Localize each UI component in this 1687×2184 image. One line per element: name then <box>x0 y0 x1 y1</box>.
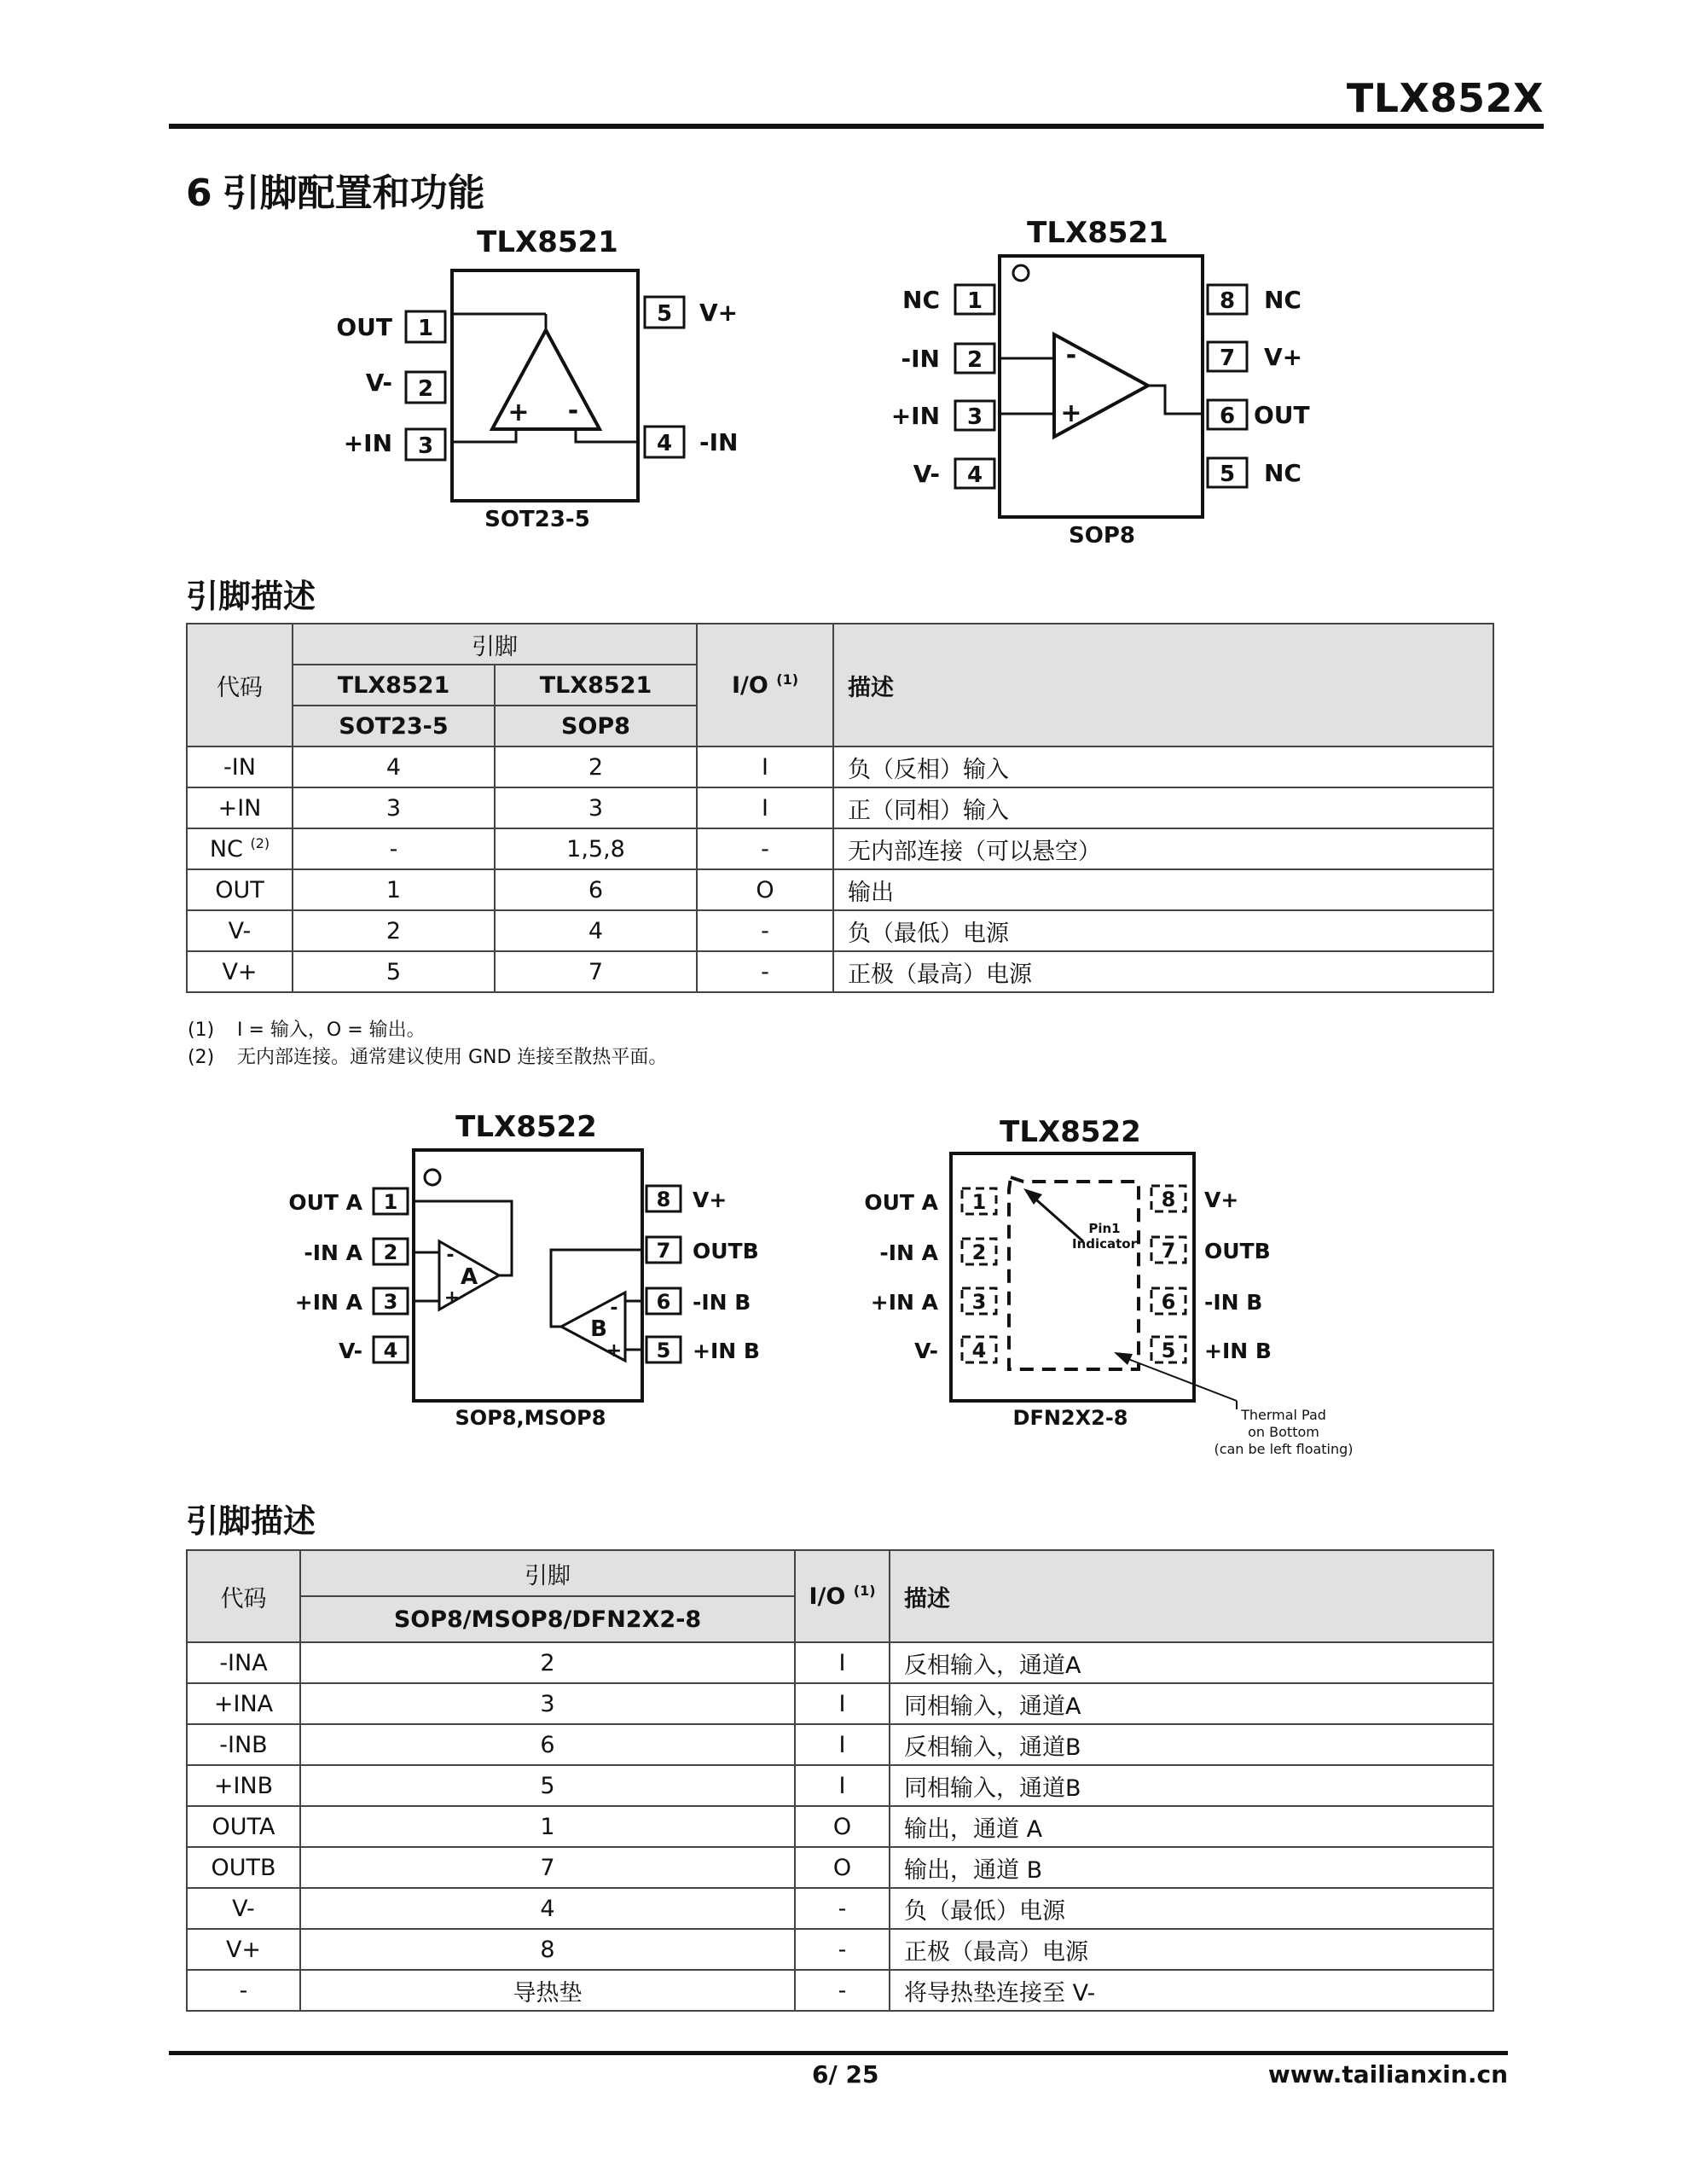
cell-description: 负（反相）输入 <box>833 746 1493 787</box>
sop-pin-number: 3 <box>966 404 983 430</box>
sop-pin-number: 6 <box>1219 404 1236 429</box>
dfn-pin-number: 8 <box>1161 1188 1176 1211</box>
cell-sot-pin: 1 <box>293 869 495 910</box>
header-package: SOP8/MSOP8/DFN2X2-8 <box>300 1596 795 1642</box>
section-number: 6 <box>186 171 212 215</box>
sop-wire <box>1148 386 1203 414</box>
page-number: 6/ 25 <box>812 2060 879 2088</box>
sop8-msop8-diagram <box>288 1110 760 1430</box>
dfn-pin-number: 3 <box>971 1290 987 1314</box>
cell-sop-pin: 2 <box>495 746 697 787</box>
sot-pin-number: 2 <box>417 376 434 402</box>
sot-wire <box>452 429 516 442</box>
cell-pin: 导热垫 <box>300 1970 795 2011</box>
cell-description: 将导热垫连接至 V- <box>890 1970 1493 2011</box>
header-io-footnote: (1) <box>853 1583 876 1599</box>
dfn-thermal-pad-line1: Thermal Pad <box>1241 1407 1326 1423</box>
table-row <box>187 828 1493 869</box>
website-link[interactable]: www.tailianxin.cn <box>1267 2060 1508 2088</box>
cell-description: 输出，通道 B <box>890 1847 1493 1888</box>
sop2-wire <box>551 1250 642 1327</box>
dfn-thermal-pad-line2: on Bottom <box>1248 1424 1319 1440</box>
sot-label-inn: -IN <box>699 428 739 456</box>
cell-code <box>187 869 293 910</box>
cell-sop-pin: 4 <box>495 910 697 951</box>
sot-pin-number: 5 <box>656 301 673 327</box>
sop2-pin1-dot <box>425 1170 440 1185</box>
dfn-pin-number: 7 <box>1161 1239 1176 1263</box>
header-pin: 引脚 <box>293 624 697 665</box>
sop2-pin-number: 2 <box>383 1240 398 1264</box>
table-row <box>187 951 1493 992</box>
sop2-amp-a-minus: - <box>446 1245 455 1266</box>
sop2-amp-a-plus: + <box>443 1287 461 1309</box>
cell-code <box>187 951 293 992</box>
cell-description: 输出，通道 A <box>890 1806 1493 1847</box>
sop-pin-number: 2 <box>966 347 983 373</box>
cell-pin: 3 <box>300 1683 795 1724</box>
sop2-pin-number: 1 <box>383 1190 398 1214</box>
dfn-label-inb-p: +IN B <box>1204 1339 1272 1363</box>
sot-label-vplus: V+ <box>699 299 739 327</box>
sop2-pin-number: 4 <box>383 1339 398 1362</box>
dfn-label-ina-p: +IN A <box>870 1290 938 1315</box>
cell-description: 负（最低）电源 <box>890 1888 1493 1929</box>
cell-description: 正极（最高）电源 <box>833 951 1493 992</box>
footer-divider <box>169 2051 1508 2055</box>
sop2-pin-number: 7 <box>656 1239 671 1263</box>
cell-io: - <box>795 1970 890 2011</box>
header-io <box>697 624 833 746</box>
sot-minus-sign: - <box>567 396 579 426</box>
table-row <box>187 1929 1493 1970</box>
cell-description: 反相输入，通道B <box>890 1724 1493 1765</box>
cell-description: 正（同相）输入 <box>833 787 1493 828</box>
cell-sot-pin: 4 <box>293 746 495 787</box>
sop2-amp-b-minus: - <box>610 1298 618 1319</box>
cell-io: I <box>795 1683 890 1724</box>
cell-description: 同相输入，通道B <box>890 1765 1493 1806</box>
header-io-text: I/O <box>731 672 768 699</box>
header-device-2: TLX8521 <box>495 665 697 706</box>
header-code: 代码 <box>187 1550 300 1642</box>
sot-pin-number: 3 <box>417 433 434 459</box>
cell-description: 同相输入，通道A <box>890 1683 1493 1724</box>
cell-code: OUTA <box>187 1806 300 1847</box>
cell-sot-pin: 5 <box>293 951 495 992</box>
header-description: 描述 <box>833 624 1493 746</box>
sot23-5-diagram <box>336 225 738 532</box>
cell-code: V- <box>187 1888 300 1929</box>
table-row <box>187 746 1493 787</box>
sop2-title: TLX8522 <box>455 1110 597 1144</box>
dfn-pin-number: 1 <box>971 1190 987 1214</box>
sot-package-name: SOT23-5 <box>484 507 590 532</box>
sop-chip-body <box>1000 256 1203 517</box>
code-footnote: (2) <box>250 835 270 851</box>
code-text: +IN <box>217 794 262 822</box>
cell-sop-pin: 1,5,8 <box>495 828 697 869</box>
sop2-pin-number: 6 <box>656 1290 671 1314</box>
table-row <box>187 1888 1493 1929</box>
dfn-thermal-pad-outline <box>1009 1177 1139 1369</box>
table1-heading: 引脚描述 <box>186 578 316 615</box>
sop-plus-sign: + <box>1060 398 1082 428</box>
figure-tlx8521-pinout <box>0 0 1687 563</box>
sop-title: TLX8521 <box>1027 216 1168 250</box>
sot-wire <box>576 429 638 442</box>
pin-table-tlx8521 <box>186 623 1494 993</box>
cell-io: - <box>795 1888 890 1929</box>
header-pin: 引脚 <box>300 1550 795 1596</box>
dfn-pin1-indicator-line1: Pin1 <box>1088 1221 1121 1236</box>
sot-chip-body <box>452 270 638 501</box>
header-code: 代码 <box>187 624 293 746</box>
cell-pin: 1 <box>300 1806 795 1847</box>
cell-code: V+ <box>187 1929 300 1970</box>
section-title-text: 引脚配置和功能 <box>222 171 485 215</box>
sot-plus-sign: + <box>507 398 530 427</box>
table-row <box>187 1642 1493 1683</box>
sop-label-inn: -IN <box>901 345 940 373</box>
note-text: 无内部连接。通常建议使用 GND 连接至散热平面。 <box>237 1047 668 1068</box>
dfn-label-ina-n: -IN A <box>879 1240 938 1265</box>
cell-code: -INA <box>187 1642 300 1683</box>
header-package-2: SOP8 <box>495 706 697 746</box>
cell-io: - <box>697 828 833 869</box>
sop2-package-name: SOP8,MSOP8 <box>455 1406 606 1430</box>
figure-tlx8522-pinout <box>0 1101 1687 1476</box>
sop-pin-number: 4 <box>966 462 983 488</box>
table-row <box>187 787 1493 828</box>
dfn-pin-number: 4 <box>971 1339 987 1362</box>
table1-note-2 <box>188 1043 667 1069</box>
cell-code <box>187 828 293 869</box>
sop2-amp-b-plus: + <box>606 1340 623 1362</box>
header-io-text: I/O <box>809 1583 846 1610</box>
sot-pin-number: 4 <box>656 431 673 456</box>
sot-label-out: OUT <box>336 313 392 341</box>
header-io <box>795 1550 890 1642</box>
cell-io: I <box>697 787 833 828</box>
cell-io: - <box>795 1929 890 1970</box>
sop2-label-outb: OUTB <box>693 1239 759 1263</box>
sot-label-inp: +IN <box>343 429 392 457</box>
cell-pin: 6 <box>300 1724 795 1765</box>
sop2-amp-a-label: A <box>460 1264 478 1290</box>
dfn-title: TLX8522 <box>1000 1115 1141 1149</box>
dfn-package-name: DFN2X2-8 <box>1012 1406 1128 1430</box>
cell-pin: 4 <box>300 1888 795 1929</box>
code-text: OUT <box>215 876 264 903</box>
sop2-label-vplus: V+ <box>693 1188 728 1212</box>
sop2-label-ina-n: -IN A <box>304 1240 362 1265</box>
cell-code: - <box>187 1970 300 2011</box>
table-row <box>187 1806 1493 1847</box>
sop2-label-outa: OUT A <box>288 1190 362 1215</box>
cell-io: I <box>795 1765 890 1806</box>
cell-sot-pin: - <box>293 828 495 869</box>
cell-code: -INB <box>187 1724 300 1765</box>
cell-code: OUTB <box>187 1847 300 1888</box>
table2-heading: 引脚描述 <box>186 1502 316 1540</box>
cell-description: 输出 <box>833 869 1493 910</box>
cell-code <box>187 787 293 828</box>
code-text: V- <box>228 917 252 944</box>
cell-io: - <box>697 951 833 992</box>
cell-pin: 2 <box>300 1642 795 1683</box>
code-text: -IN <box>223 753 256 781</box>
table-row <box>187 1765 1493 1806</box>
dfn-thermal-pad-arrowhead <box>1114 1352 1133 1365</box>
cell-io: O <box>697 869 833 910</box>
note-number: (1) <box>188 1019 215 1041</box>
header-description: 描述 <box>890 1550 1493 1642</box>
dfn-thermal-pad-line3: (can be left floating) <box>1214 1441 1354 1457</box>
cell-description: 正极（最高）电源 <box>890 1929 1493 1970</box>
header-io-footnote: (1) <box>776 671 799 688</box>
cell-code <box>187 746 293 787</box>
cell-pin: 5 <box>300 1765 795 1806</box>
code-text: V+ <box>222 958 258 985</box>
cell-io: I <box>795 1642 890 1683</box>
dfn-label-vplus: V+ <box>1204 1188 1239 1212</box>
sop-pin-number: 8 <box>1219 288 1236 314</box>
cell-description: 无内部连接（可以悬空） <box>833 828 1493 869</box>
sop-label-vminus: V- <box>913 460 940 488</box>
sop-pin-number: 1 <box>966 288 983 314</box>
sop2-label-vminus: V- <box>339 1339 362 1363</box>
dfn-label-inb-n: -IN B <box>1204 1290 1263 1315</box>
pin-table-tlx8522 <box>186 1549 1494 2012</box>
note-number: (2) <box>188 1047 215 1068</box>
cell-io: I <box>697 746 833 787</box>
dfn-pin1-arrow <box>1030 1194 1083 1241</box>
cell-code <box>187 910 293 951</box>
sop-minus-sign: - <box>1065 340 1077 370</box>
sop-label-nc8: NC <box>1264 286 1301 314</box>
dfn-pin-number: 2 <box>971 1240 987 1264</box>
dfn2x2-8-diagram <box>864 1115 1353 1457</box>
cell-code: +INB <box>187 1765 300 1806</box>
dfn-label-outa: OUT A <box>864 1190 938 1215</box>
sop-label-vplus: V+ <box>1264 343 1303 371</box>
cell-sop-pin: 3 <box>495 787 697 828</box>
table1-note-1 <box>188 1015 426 1042</box>
cell-io: O <box>795 1806 890 1847</box>
cell-description: 负（最低）电源 <box>833 910 1493 951</box>
cell-sot-pin: 3 <box>293 787 495 828</box>
cell-code: +INA <box>187 1683 300 1724</box>
sop2-label-inb-p: +IN B <box>693 1339 760 1363</box>
cell-pin: 8 <box>300 1929 795 1970</box>
cell-description: 反相输入，通道A <box>890 1642 1493 1683</box>
dfn-pin-number: 6 <box>1161 1290 1176 1314</box>
sot-label-vminus: V- <box>365 369 392 397</box>
sop-pin-number: 5 <box>1219 462 1236 487</box>
dfn-pin-number: 5 <box>1161 1339 1176 1362</box>
sop2-chip-body <box>414 1150 642 1401</box>
cell-sot-pin: 2 <box>293 910 495 951</box>
table-row <box>187 1847 1493 1888</box>
sop2-label-inb-n: -IN B <box>693 1290 751 1315</box>
sot-title: TLX8521 <box>477 225 618 259</box>
table-row <box>187 869 1493 910</box>
sop8-diagram <box>891 216 1310 549</box>
table-row <box>187 1683 1493 1724</box>
sop2-amp-b-label: B <box>590 1316 607 1342</box>
sop-pin-number: 7 <box>1219 346 1236 371</box>
sop2-pin-number: 3 <box>383 1290 398 1314</box>
table-row <box>187 1724 1493 1765</box>
table-row <box>187 1970 1493 2011</box>
document-header-title: TLX852X <box>1346 75 1544 121</box>
sop2-label-ina-p: +IN A <box>294 1290 362 1315</box>
sop-package-name: SOP8 <box>1069 523 1135 549</box>
sop-label-inp: +IN <box>890 402 940 430</box>
sot-pin-number: 1 <box>417 316 434 341</box>
cell-io: I <box>795 1724 890 1765</box>
dfn-label-vminus: V- <box>914 1339 938 1363</box>
sop2-pin-number: 8 <box>656 1188 671 1211</box>
cell-pin: 7 <box>300 1847 795 1888</box>
dfn-label-outb: OUTB <box>1204 1239 1271 1263</box>
cell-io: - <box>697 910 833 951</box>
header-device-1: TLX8521 <box>293 665 495 706</box>
cell-io: O <box>795 1847 890 1888</box>
sop-label-nc5: NC <box>1264 459 1301 487</box>
note-text: I = 输入，O = 输出。 <box>237 1019 426 1041</box>
dfn-pin1-indicator-line2: Indicator <box>1071 1236 1138 1252</box>
header-package-1: SOT23-5 <box>293 706 495 746</box>
sop-pin1-dot <box>1013 265 1029 281</box>
cell-sop-pin: 6 <box>495 869 697 910</box>
cell-sop-pin: 7 <box>495 951 697 992</box>
sop-label-out: OUT <box>1254 401 1310 429</box>
sop-label-nc1: NC <box>902 286 940 314</box>
code-text: NC <box>209 836 243 863</box>
table-row <box>187 910 1493 951</box>
sop2-pin-number: 5 <box>656 1339 671 1362</box>
